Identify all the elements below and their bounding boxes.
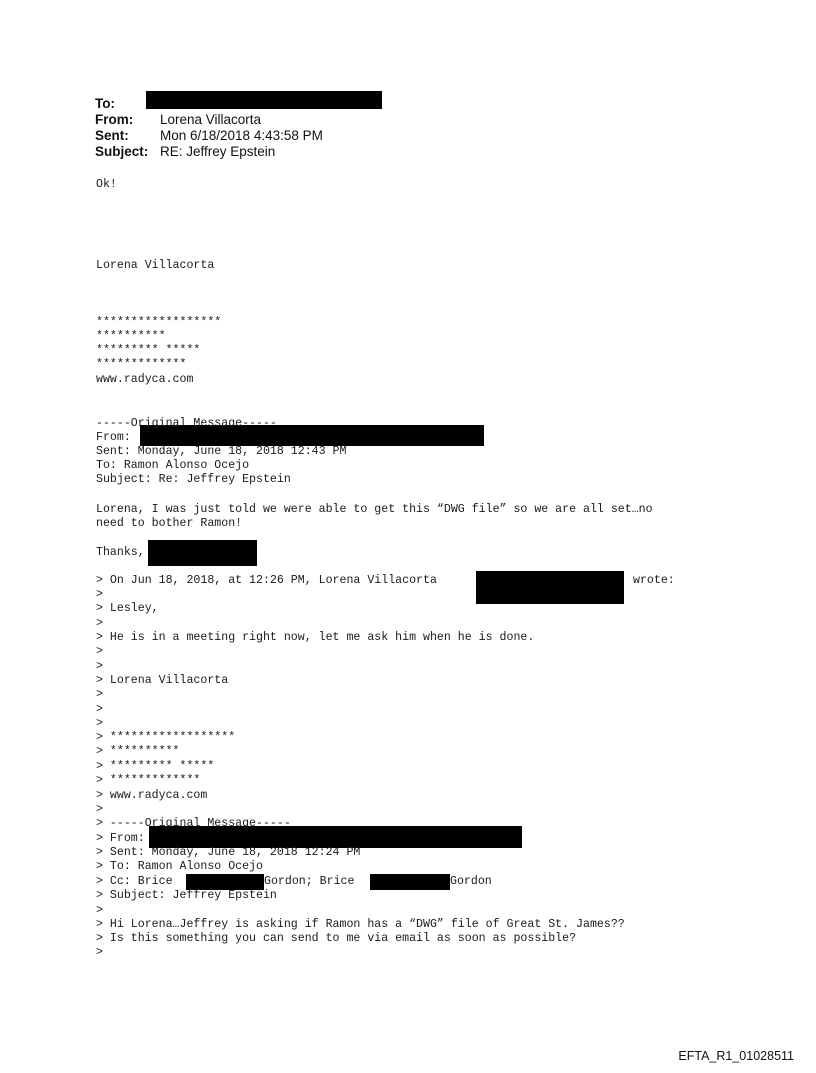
orig-sent: Sent: Monday, June 18, 2018 12:43 PM bbox=[96, 445, 347, 458]
from-label: From: bbox=[95, 112, 134, 127]
quoted-meeting: > He is in a meeting right now, let me ask him when he is done. bbox=[96, 631, 535, 644]
document-id: EFTA_R1_01028511 bbox=[678, 1049, 794, 1063]
quoted-sent: > Sent: Monday, June 18, 2018 12:24 PM bbox=[96, 846, 361, 859]
quote-marker: > bbox=[96, 946, 103, 959]
redaction-to bbox=[146, 91, 382, 109]
quoted-original-divider: > -----Original Message----- bbox=[96, 817, 291, 830]
sent-value: Mon 6/18/2018 4:43:58 PM bbox=[160, 128, 323, 143]
orig-message-line-1: Lorena, I was just told we were able to get this “DWG file” so we are all set…no bbox=[96, 503, 653, 516]
orig-message-line-2: need to bother Ramon! bbox=[96, 517, 243, 530]
orig-thanks: Thanks, bbox=[96, 546, 145, 559]
subject-value: RE: Jeffrey Epstein bbox=[160, 144, 276, 159]
quoted-cc-c: Gordon bbox=[450, 875, 492, 888]
quote-marker: > bbox=[96, 803, 103, 816]
quoted-ask-line-1: > Hi Lorena…Jeffrey is asking if Ramon has a “DWG” file of Great St. James?? bbox=[96, 918, 625, 931]
redaction-cc-1 bbox=[186, 874, 264, 890]
quoted-to: > To: Ramon Alonso Ocejo bbox=[96, 860, 263, 873]
quote-marker: > bbox=[96, 660, 103, 673]
to-label: To: bbox=[95, 96, 115, 111]
quoted-wrote: wrote: bbox=[633, 574, 675, 587]
signature-stars-4: ************* bbox=[96, 358, 187, 371]
redaction-cc-2 bbox=[370, 874, 450, 890]
signature-stars-3: ********* ***** bbox=[96, 344, 201, 357]
quoted-ask-line-2: > Is this something you can send to me via email as soon as possible? bbox=[96, 932, 577, 945]
signature-url: www.radyca.com bbox=[96, 373, 194, 386]
quoted-sig-stars-3: > ********* ***** bbox=[96, 760, 215, 773]
quoted-on-line: > On Jun 18, 2018, at 12:26 PM, Lorena Villacorta bbox=[96, 574, 437, 587]
quoted-sig-stars-4: > ************* bbox=[96, 774, 201, 787]
from-value: Lorena Villacorta bbox=[160, 112, 262, 127]
quote-marker: > bbox=[96, 717, 103, 730]
orig-from: From: bbox=[96, 431, 131, 444]
reply-text: Ok! bbox=[96, 178, 117, 191]
quoted-from: > From: bbox=[96, 832, 145, 845]
subject-row bbox=[95, 144, 323, 160]
original-message-divider: -----Original Message----- bbox=[96, 417, 277, 430]
sent-label: Sent: bbox=[95, 128, 129, 143]
orig-subject: Subject: Re: Jeffrey Epstein bbox=[96, 473, 291, 486]
orig-to: To: Ramon Alonso Ocejo bbox=[96, 459, 250, 472]
quoted-cc-b: Gordon; Brice bbox=[264, 875, 362, 888]
quoted-cc-a: > Cc: Brice bbox=[96, 875, 180, 888]
quoted-sig-stars-1: > ****************** bbox=[96, 731, 236, 744]
quoted-name: > Lorena Villacorta bbox=[96, 674, 229, 687]
signature-stars-2: ********** bbox=[96, 330, 166, 343]
quoted-greeting: > Lesley, bbox=[96, 602, 159, 615]
quoted-subject: > Subject: Jeffrey Epstein bbox=[96, 889, 277, 902]
redaction-thanks-name bbox=[148, 540, 257, 566]
signature-name: Lorena Villacorta bbox=[96, 259, 215, 272]
subject-label: Subject: bbox=[95, 144, 149, 159]
quote-marker: > bbox=[96, 588, 103, 601]
sent-row bbox=[95, 128, 323, 144]
quote-marker: > bbox=[96, 904, 103, 917]
quoted-url: > www.radyca.com bbox=[96, 789, 208, 802]
quoted-sig-stars-2: > ********** bbox=[96, 745, 180, 758]
quote-marker: > bbox=[96, 645, 103, 658]
quote-marker: > bbox=[96, 617, 103, 630]
redaction-email bbox=[476, 571, 624, 604]
signature-stars-1: ****************** bbox=[96, 316, 222, 329]
from-row bbox=[95, 112, 323, 128]
quote-marker: > bbox=[96, 688, 103, 701]
quote-marker: > bbox=[96, 703, 103, 716]
